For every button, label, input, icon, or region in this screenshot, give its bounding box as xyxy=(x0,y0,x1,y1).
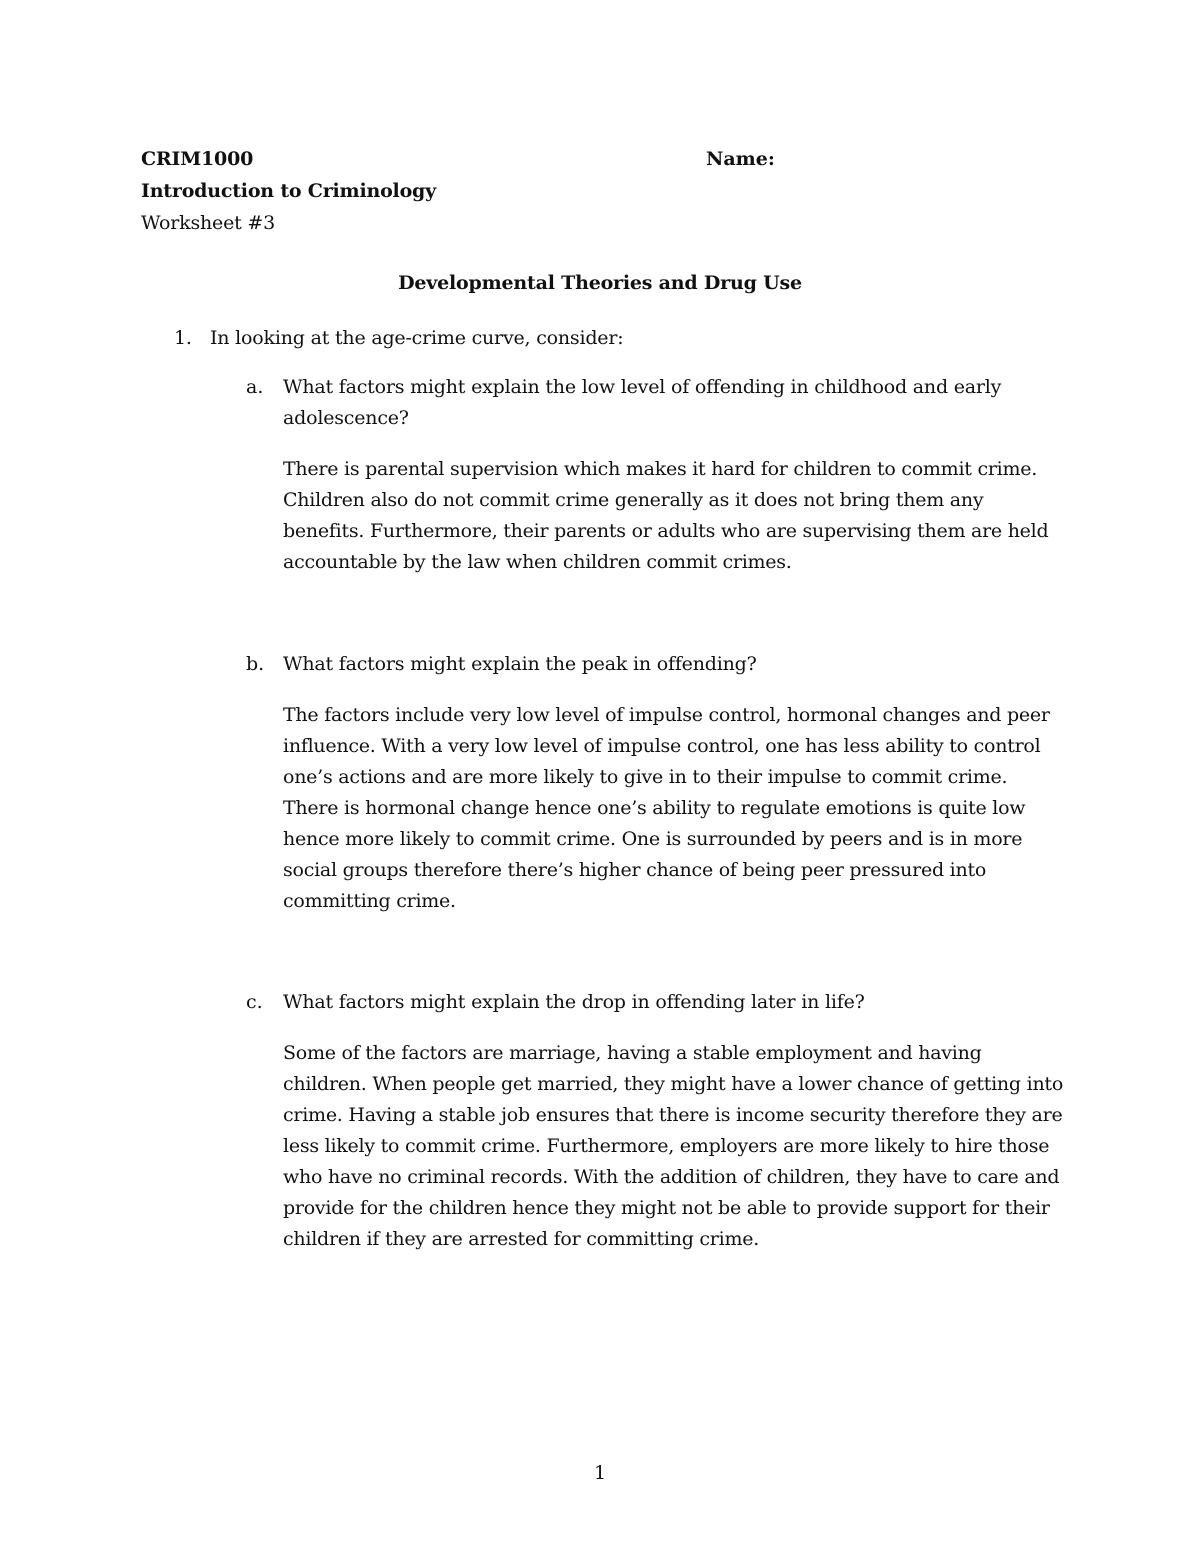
answer-c-line: who have no criminal records. With the addition of children, they have to care and xyxy=(283,1166,1060,1188)
question-1-text: In looking at the age-crime curve, consider: xyxy=(210,327,624,349)
subquestion-b xyxy=(246,649,1076,917)
question-1-number: 1. xyxy=(174,327,192,349)
course-title: Introduction to Criminology xyxy=(141,180,436,202)
subquestion-a-letter: a. xyxy=(246,376,264,398)
answer-a xyxy=(283,454,1073,578)
subquestion-a-line: adolescence? xyxy=(283,407,409,429)
worksheet-label: Worksheet #3 xyxy=(141,212,276,234)
subquestion-c-letter: c. xyxy=(246,991,263,1013)
answer-a-line: benefits. Furthermore, their parents or adults who are supervising them are held xyxy=(283,520,1049,542)
course-code: CRIM1000 xyxy=(141,148,254,170)
subquestion-a-text xyxy=(283,372,1053,434)
answer-c-line: children. When people get married, they might have a lower chance of getting into xyxy=(283,1073,1064,1095)
answer-c-line: less likely to commit crime. Furthermore, employers are more likely to hire those xyxy=(283,1135,1050,1157)
subquestion-b-line: What factors might explain the peak in offending? xyxy=(283,653,757,675)
answer-c-line: Some of the factors are marriage, having a stable employment and having xyxy=(283,1042,982,1064)
subquestion-c-line: What factors might explain the drop in offending later in life? xyxy=(283,991,865,1013)
answer-b-line: one’s actions and are more likely to give in to their impulse to commit crime. xyxy=(283,766,1008,788)
subquestion-b-text xyxy=(283,649,1053,680)
answer-c-line: children if they are arrested for committing crime. xyxy=(283,1228,760,1250)
answer-b-line: committing crime. xyxy=(283,890,456,912)
answer-c-line: crime. Having a stable job ensures that there is income security therefore they are xyxy=(283,1104,1063,1126)
subquestion-a-line: What factors might explain the low level of offending in childhood and early xyxy=(283,376,1002,398)
subquestion-b-letter: b. xyxy=(246,653,265,675)
answer-b-line: social groups therefore there’s higher chance of being peer pressured into xyxy=(283,859,987,881)
answer-b-line: The factors include very low level of impulse control, hormonal changes and peer xyxy=(283,704,1050,726)
name-field-label: Name: xyxy=(706,148,775,170)
answer-b-line: There is hormonal change hence one’s ability to regulate emotions is quite low xyxy=(283,797,1026,819)
question-1 xyxy=(174,323,1074,353)
answer-b xyxy=(283,700,1073,917)
page-number: 1 xyxy=(593,1462,607,1484)
document-header xyxy=(141,143,661,239)
subquestion-c-text xyxy=(283,987,1053,1018)
answer-c-line: provide for the children hence they might not be able to provide support for their xyxy=(283,1197,1050,1219)
subquestion-c xyxy=(246,987,1076,1255)
answer-b-line: influence. With a very low level of impulse control, one has less ability to control xyxy=(283,735,1041,757)
document-heading: Developmental Theories and Drug Use xyxy=(398,272,802,294)
subquestion-a xyxy=(246,372,1076,578)
answer-c xyxy=(283,1038,1073,1255)
answer-a-line: Children also do not commit crime generally as it does not bring them any xyxy=(283,489,984,511)
answer-a-line: There is parental supervision which makes it hard for children to commit crime. xyxy=(283,458,1038,480)
answer-b-line: hence more likely to commit crime. One is surrounded by peers and is in more xyxy=(283,828,1023,850)
answer-a-line: accountable by the law when children commit crimes. xyxy=(283,551,792,573)
